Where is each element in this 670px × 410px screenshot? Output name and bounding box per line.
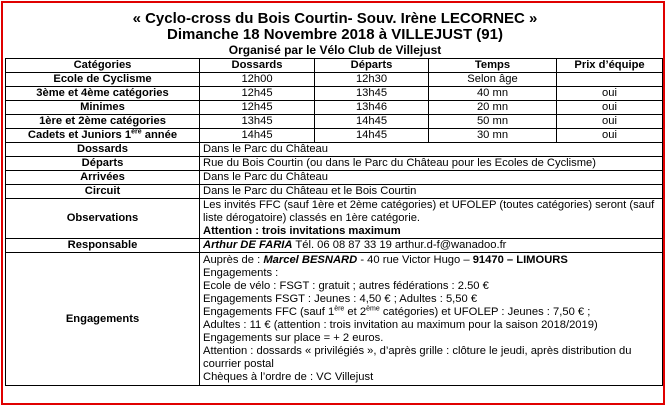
header-dossards: Dossards [200, 59, 315, 73]
info-row-responsable [6, 239, 663, 253]
row-category: 1ère et 2ème catégories [6, 115, 200, 129]
engagements-value [200, 253, 663, 386]
row-prix: oui [557, 101, 663, 115]
info-label: Arrivées [6, 171, 200, 185]
row-dossards: 12h00 [200, 73, 315, 87]
info-label: Engagements [6, 253, 200, 386]
eng-ffc-b: et 2 [344, 306, 367, 318]
engagements-line [203, 306, 659, 319]
row-category: 3ème et 4ème catégories [6, 87, 200, 101]
row-departs: 14h45 [315, 129, 429, 143]
row-temps: 50 mn [429, 115, 557, 129]
info-value: Rue du Bois Courtin (ou dans le Parc du Château pour les Ecoles de Cyclisme) [200, 157, 663, 171]
info-label: Départs [6, 157, 200, 171]
info-label: Dossards [6, 143, 200, 157]
row-temps: Selon âge [429, 73, 557, 87]
info-value: Dans le Parc du Château [200, 143, 663, 157]
eng-ffc-a: Engagements FFC (sauf 1 [203, 306, 335, 318]
category-superscript: ère [131, 128, 142, 136]
info-row-dossards [6, 143, 663, 157]
header-categories: Catégories [6, 59, 200, 73]
header-prix: Prix d’équipe [557, 59, 663, 73]
observations-value [200, 199, 663, 239]
info-row-engagements [6, 253, 663, 386]
table-row [6, 115, 663, 129]
engagements-line [203, 254, 659, 267]
eng-address: - 40 rue Victor Hugo – [357, 254, 473, 266]
event-date: Dimanche 18 Novembre 2018 à VILLEJUST (91) [167, 26, 503, 43]
row-temps: 30 mn [429, 129, 557, 143]
table-row [6, 129, 663, 143]
info-label: Observations [6, 199, 200, 239]
row-dossards: 13h45 [200, 115, 315, 129]
row-category [6, 129, 200, 143]
eng-ffc-sup1: ère [334, 305, 345, 313]
info-row-arrivees [6, 171, 663, 185]
row-prix [557, 73, 663, 87]
engagements-line: Adultes : 11 € (attention : trois invitation au maximum pour la saison 2018/2019) [203, 319, 598, 331]
organizer: Organisé par le Vélo Club de Villejust [228, 43, 442, 57]
info-value: Dans le Parc du Château [200, 171, 663, 185]
responsable-name: Arthur DE FARIA [203, 239, 293, 251]
eng-city: 91470 – LIMOURS [472, 254, 568, 266]
row-prix: oui [557, 115, 663, 129]
category-text: Cadets et Juniors 1 [27, 129, 132, 141]
header-departs: Départs [315, 59, 429, 73]
row-dossards: 14h45 [200, 129, 315, 143]
observations-text: Les invités FFC (sauf 1ère et 2ème catégories) et UFOLEP (toutes catégories) seront (sauf liste dérogatoire) classés en 1ère catégorie. [203, 199, 655, 224]
info-value: Dans le Parc du Château et le Bois Courtin [200, 185, 663, 199]
event-title: « Cyclo-cross du Bois Courtin- Souv. Irène LECORNEC » [132, 10, 538, 27]
category-suffix: année [141, 129, 178, 141]
responsable-value [200, 239, 663, 253]
header-temps: Temps [429, 59, 557, 73]
engagements-line: Engagements FSGT : Jeunes : 4,50 € ; Adultes : 5,50 € [203, 293, 478, 305]
row-departs: 13h46 [315, 101, 429, 115]
eng-contact-name: Marcel BESNARD [263, 254, 358, 266]
row-prix: oui [557, 87, 663, 101]
info-label: Responsable [6, 239, 200, 253]
engagements-line: Chèques à l’ordre de : VC Villejust [203, 371, 374, 383]
table-row [6, 101, 663, 115]
info-row-circuit [6, 185, 663, 199]
table-row [6, 73, 663, 87]
table-row [6, 87, 663, 101]
row-departs: 13h45 [315, 87, 429, 101]
info-row-observations [6, 199, 663, 239]
info-label: Circuit [6, 185, 200, 199]
engagements-line: Ecole de vélo : FSGT : gratuit ; autres fédérations : 2.50 € [203, 280, 489, 292]
responsable-contact: Tél. 06 08 87 33 19 arthur.d-f@wanadoo.fr [292, 239, 507, 251]
row-category: Minimes [6, 101, 200, 115]
row-dossards: 12h45 [200, 101, 315, 115]
row-dossards: 12h45 [200, 87, 315, 101]
engagements-line: Attention : dossards « privilégiés », d’après grille : clôture le jeudi, après distribution du courrier postal [203, 345, 632, 370]
schedule-table [5, 58, 663, 386]
table-header-row [6, 59, 663, 73]
eng-aupres: Auprès de : [203, 254, 264, 266]
info-row-departs [6, 157, 663, 171]
row-temps: 40 mn [429, 87, 557, 101]
row-category: Ecole de Cyclisme [6, 73, 200, 87]
row-departs: 14h45 [315, 115, 429, 129]
eng-ffc-sup2: ème [366, 305, 380, 313]
row-prix: oui [557, 129, 663, 143]
engagements-line: Engagements sur place = + 2 euros. [203, 332, 384, 344]
engagements-line: Engagements : [203, 267, 279, 279]
row-temps: 20 mn [429, 101, 557, 115]
row-departs: 12h30 [315, 73, 429, 87]
observations-warning: Attention : trois invitations maximum [203, 225, 401, 237]
eng-ffc-c: catégories) et UFOLEP : Jeunes : 7,50 € ; [379, 306, 591, 318]
